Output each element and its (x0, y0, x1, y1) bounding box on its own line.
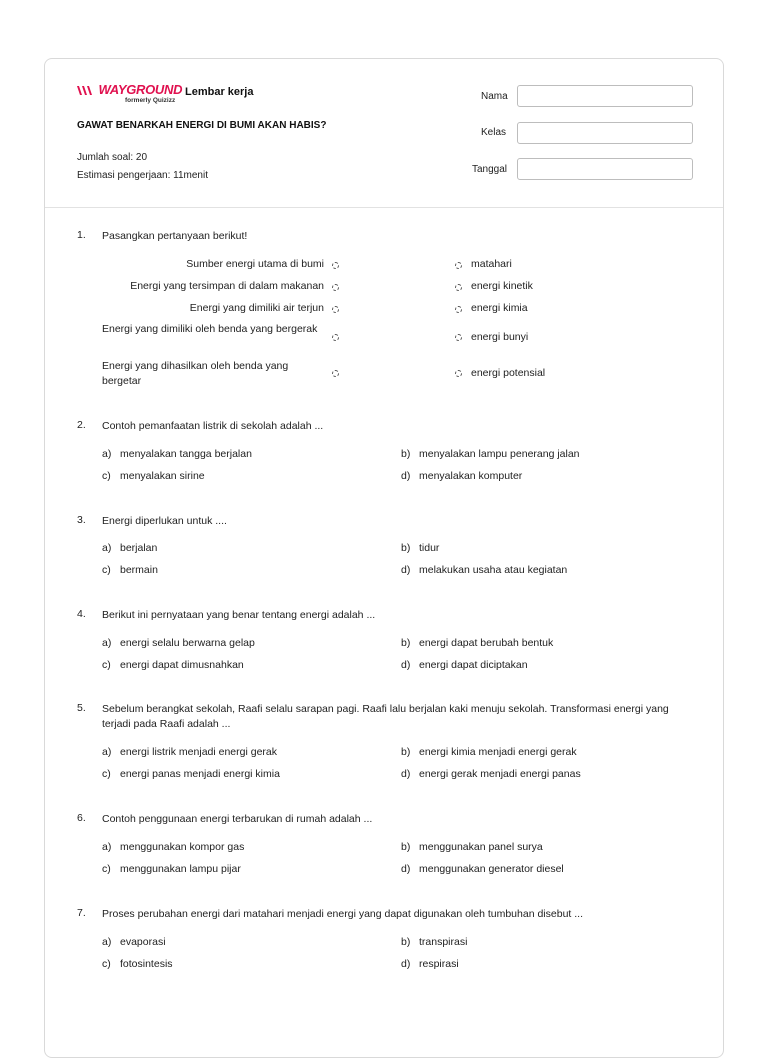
name-field[interactable] (517, 85, 693, 107)
option-letter: a) (102, 637, 112, 649)
option-text: tidur (419, 542, 440, 554)
option-a[interactable] (102, 448, 252, 460)
match-left-dot-icon[interactable] (332, 306, 339, 313)
option-b[interactable] (401, 841, 543, 853)
class-label: Kelas (481, 127, 507, 138)
match-right-dot-icon[interactable] (455, 262, 462, 269)
option-text: menyalakan sirine (120, 470, 205, 482)
wayground-logo-icon (76, 84, 94, 96)
option-text: evaporasi (120, 936, 166, 948)
option-b[interactable] (401, 542, 439, 554)
question-number: 1. (77, 229, 86, 241)
option-text: menyalakan tangga berjalan (120, 448, 252, 460)
match-right-dot-icon[interactable] (455, 284, 462, 291)
match-left-item: Energi yang dimiliki oleh benda yang bergerak (102, 323, 318, 335)
option-letter: d) (401, 958, 411, 970)
worksheet (44, 58, 724, 1058)
question-number: 2. (77, 419, 86, 431)
option-text: transpirasi (419, 936, 468, 948)
question-number: 6. (77, 812, 86, 824)
option-text: energi dapat berubah bentuk (419, 637, 554, 649)
option-b[interactable] (401, 936, 467, 948)
option-text: energi listrik menjadi energi gerak (120, 746, 277, 758)
option-b[interactable] (401, 746, 577, 758)
option-letter: b) (401, 841, 411, 853)
option-d[interactable] (401, 768, 581, 780)
option-letter: d) (401, 863, 411, 875)
question-number: 4. (77, 608, 86, 620)
option-a[interactable] (102, 746, 277, 758)
wayground-logo (76, 81, 183, 104)
question-text: Contoh pemanfaatan listrik di sekolah adalah ... (102, 420, 324, 432)
match-right-item: energi bunyi (471, 331, 529, 343)
option-d[interactable] (401, 564, 567, 576)
option-letter: a) (102, 936, 112, 948)
date-label: Tanggal (472, 164, 508, 175)
match-right-dot-icon[interactable] (455, 370, 462, 377)
question-text: Pasangkan pertanyaan berikut! (102, 230, 248, 242)
option-letter: a) (102, 448, 112, 460)
option-c[interactable] (102, 958, 173, 970)
option-a[interactable] (102, 542, 157, 554)
match-left-dot-icon[interactable] (332, 334, 339, 341)
option-letter: c) (102, 863, 111, 875)
question-number: 3. (77, 514, 86, 526)
option-letter: b) (401, 542, 411, 554)
option-text: menyalakan komputer (419, 470, 523, 482)
question-text: Proses perubahan energi dari matahari menjadi energi yang dapat digunakan oleh tumbuhan disebut ... (102, 908, 583, 920)
match-left-item: Energi yang dimiliki air terjun (189, 302, 324, 314)
option-letter: b) (401, 637, 411, 649)
option-text: fotosintesis (120, 958, 173, 970)
question-text: Energi diperlukan untuk .... (102, 515, 227, 527)
option-letter: d) (401, 659, 411, 671)
option-text: energi panas menjadi energi kimia (120, 768, 280, 780)
option-b[interactable] (401, 637, 553, 649)
worksheet-title: GAWAT BENARKAH ENERGI DI BUMI AKAN HABIS? (77, 120, 327, 131)
option-letter: b) (401, 746, 411, 758)
match-right-item: energi potensial (471, 367, 546, 379)
worksheet-label: Lembar kerja (185, 86, 254, 98)
option-letter: b) (401, 448, 411, 460)
option-d[interactable] (401, 659, 528, 671)
option-letter: b) (401, 936, 411, 948)
option-d[interactable] (401, 470, 522, 482)
question-text: Berikut ini pernyataan yang benar tentang energi adalah ... (102, 609, 376, 621)
option-text: menggunakan generator diesel (419, 863, 564, 875)
class-field[interactable] (517, 122, 693, 144)
option-letter: c) (102, 659, 111, 671)
option-d[interactable] (401, 863, 564, 875)
question-text: Contoh penggunaan energi terbarukan di rumah adalah ... (102, 813, 373, 825)
option-a[interactable] (102, 637, 255, 649)
option-text: energi kimia menjadi energi gerak (419, 746, 577, 758)
question-text: Sebelum berangkat sekolah, Raafi selalu sarapan pagi. Raafi lalu berjalan kaki menuju sekolah. Transformasi energi yang terjadi pada Raafi adalah ... (102, 703, 669, 730)
match-left-dot-icon[interactable] (332, 284, 339, 291)
option-letter: c) (102, 470, 111, 482)
option-letter: a) (102, 746, 112, 758)
match-left-dot-icon[interactable] (332, 370, 339, 377)
option-c[interactable] (102, 863, 241, 875)
match-left-item: Energi yang tersimpan di dalam makanan (130, 280, 324, 292)
match-right-dot-icon[interactable] (455, 334, 462, 341)
logo-text: WAYGROUND (98, 82, 183, 98)
option-a[interactable] (102, 936, 166, 948)
logo-subtitle: formerly Quizizz (125, 97, 176, 104)
option-text: energi dapat dimusnahkan (120, 659, 244, 671)
name-label: Nama (481, 91, 508, 102)
option-text: energi selalu berwarna gelap (120, 637, 255, 649)
time-estimate: Estimasi pengerjaan: 11menit (77, 170, 208, 181)
option-c[interactable] (102, 659, 244, 671)
question-number: 7. (77, 907, 86, 919)
worksheet-header (45, 59, 723, 208)
match-right-item: energi kimia (471, 302, 528, 314)
option-c[interactable] (102, 470, 205, 482)
option-letter: a) (102, 542, 112, 554)
option-letter: c) (102, 958, 111, 970)
option-letter: d) (401, 470, 411, 482)
option-text: respirasi (419, 958, 459, 970)
option-text: menyalakan lampu penerang jalan (419, 448, 580, 460)
option-letter: c) (102, 564, 111, 576)
option-c[interactable] (102, 768, 280, 780)
option-letter: d) (401, 564, 411, 576)
option-text: menggunakan lampu pijar (120, 863, 241, 875)
match-right-item: energi kinetik (471, 280, 533, 292)
option-text: energi gerak menjadi energi panas (419, 768, 581, 780)
option-letter: d) (401, 768, 411, 780)
option-text: melakukan usaha atau kegiatan (419, 564, 568, 576)
match-right-dot-icon[interactable] (455, 306, 462, 313)
question-count: Jumlah soal: 20 (77, 152, 148, 163)
option-letter: a) (102, 841, 112, 853)
match-left-dot-icon[interactable] (332, 262, 339, 269)
option-text: menggunakan kompor gas (120, 841, 245, 853)
option-text: berjalan (120, 542, 158, 554)
match-left-item: Energi yang dihasilkan oleh benda yang bergetar (102, 360, 289, 387)
option-d[interactable] (401, 958, 459, 970)
option-b[interactable] (401, 448, 580, 460)
question-number: 5. (77, 702, 86, 714)
date-field[interactable] (517, 158, 693, 180)
match-left-item: Sumber energi utama di bumi (186, 258, 324, 270)
option-a[interactable] (102, 841, 244, 853)
option-c[interactable] (102, 564, 158, 576)
option-text: menggunakan panel surya (419, 841, 543, 853)
option-text: bermain (120, 564, 158, 576)
option-letter: c) (102, 768, 111, 780)
option-text: energi dapat diciptakan (419, 659, 528, 671)
match-right-item: matahari (471, 258, 512, 270)
